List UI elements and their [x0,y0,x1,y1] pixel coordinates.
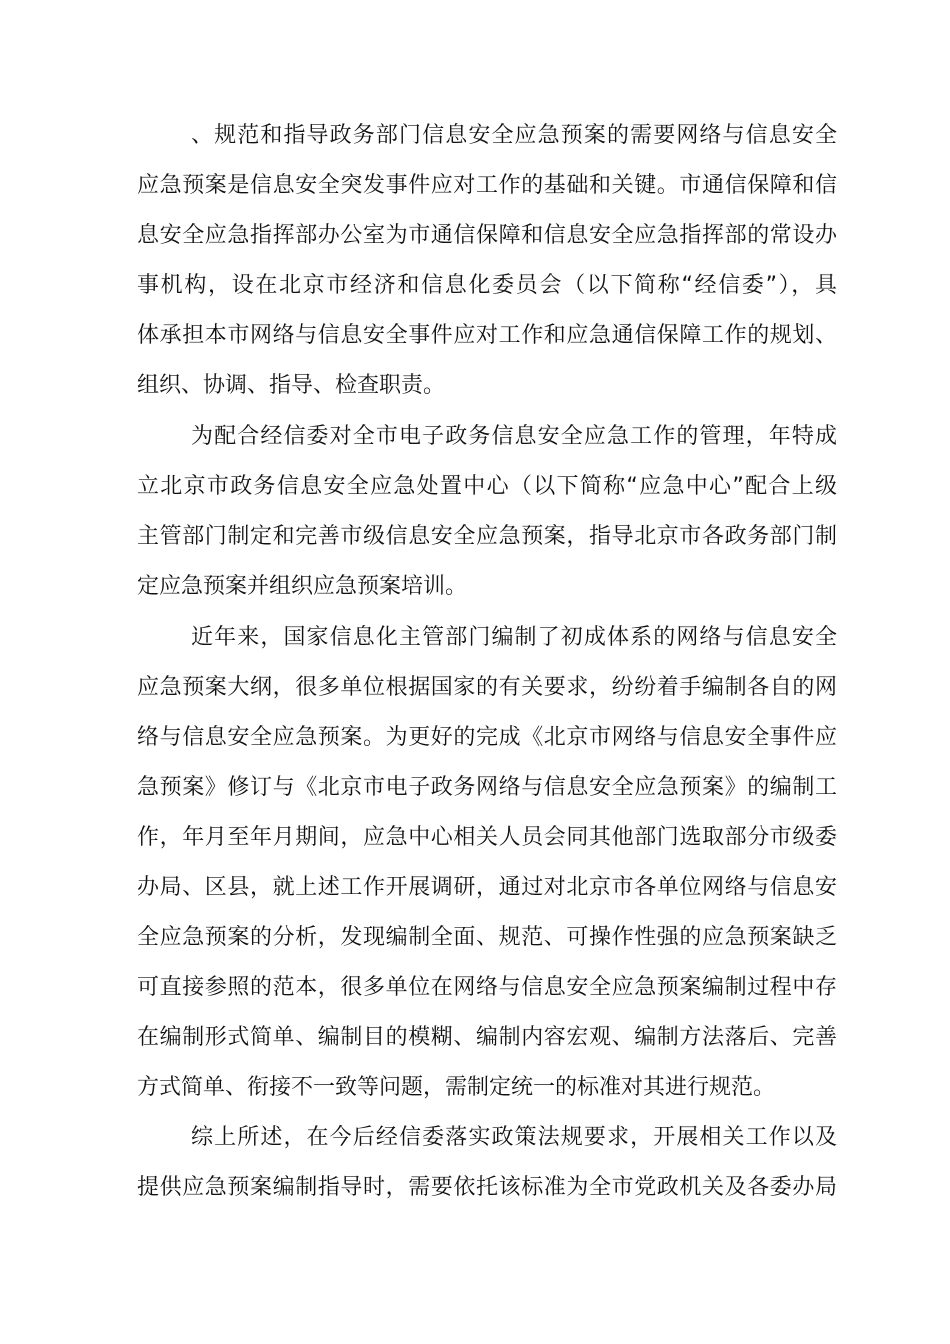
paragraph-3-line-7: 全应急预案的分析，发现编制全面、规范、可操作性强的应急预案缺乏 [137,925,837,950]
paragraph-4-line-1: 综上所述，在今后经信委落实政策法规要求，开展相关工作以及 [191,1125,837,1150]
paragraph-3-line-6: 办局、区县，就上述工作开展调研，通过对北京市各单位网络与信息安 [137,875,837,900]
paragraph-3-line-1: 近年来，国家信息化主管部门编制了初成体系的网络与信息安全 [191,625,837,650]
paragraph-1-line-3: 息安全应急指挥部办公室为市通信保障和信息安全应急指挥部的常设办 [137,223,837,248]
paragraph-3-line-5: 作，年月至年月期间，应急中心相关人员会同其他部门选取部分市级委 [137,825,837,850]
paragraph-2-line-1: 为配合经信委对全市电子政务信息安全应急工作的管理，年特成 [191,424,837,449]
paragraph-1-line-2: 应急预案是信息安全突发事件应对工作的基础和关键。市通信保障和信 [137,173,837,198]
paragraph-4-line-2: 提供应急预案编制指导时，需要依托该标准为全市党政机关及各委办局 [137,1175,837,1200]
paragraph-3-line-4: 急预案》修订与《北京市电子政务网络与信息安全应急预案》的编制工 [137,775,837,800]
paragraph-2-line-4: 定应急预案并组织应急预案培训。 [137,574,468,599]
paragraph-3-line-3: 络与信息安全应急预案。为更好的完成《北京市网络与信息安全事件应 [137,725,837,750]
paragraph-3-line-2: 应急预案大纲，很多单位根据国家的有关要求，纷纷着手编制各自的网 [137,675,837,700]
paragraph-1-line-1: 、规范和指导政务部门信息安全应急预案的需要网络与信息安全 [191,123,837,148]
paragraph-1-line-4: 事机构，设在北京市经济和信息化委员会（以下简称“经信委”），具 [137,273,837,298]
paragraph-1-line-6: 组织、协调、指导、检查职责。 [137,373,446,398]
paragraph-1-line-5: 体承担本市网络与信息安全事件应对工作和应急通信保障工作的规划、 [137,323,837,348]
paragraph-2-line-2: 立北京市政务信息安全应急处置中心（以下简称“应急中心”配合上级 [137,474,837,499]
paragraph-2-line-3: 主管部门制定和完善市级信息安全应急预案，指导北京市各政务部门制 [137,524,837,549]
paragraph-3-line-8: 可直接参照的范本，很多单位在网络与信息安全应急预案编制过程中存 [137,975,837,1000]
paragraph-3-line-10: 方式简单、衔接不一致等问题，需制定统一的标准对其进行规范。 [137,1075,776,1100]
paragraph-3-line-9: 在编制形式简单、编制目的模糊、编制内容宏观、编制方法落后、完善 [137,1025,837,1050]
